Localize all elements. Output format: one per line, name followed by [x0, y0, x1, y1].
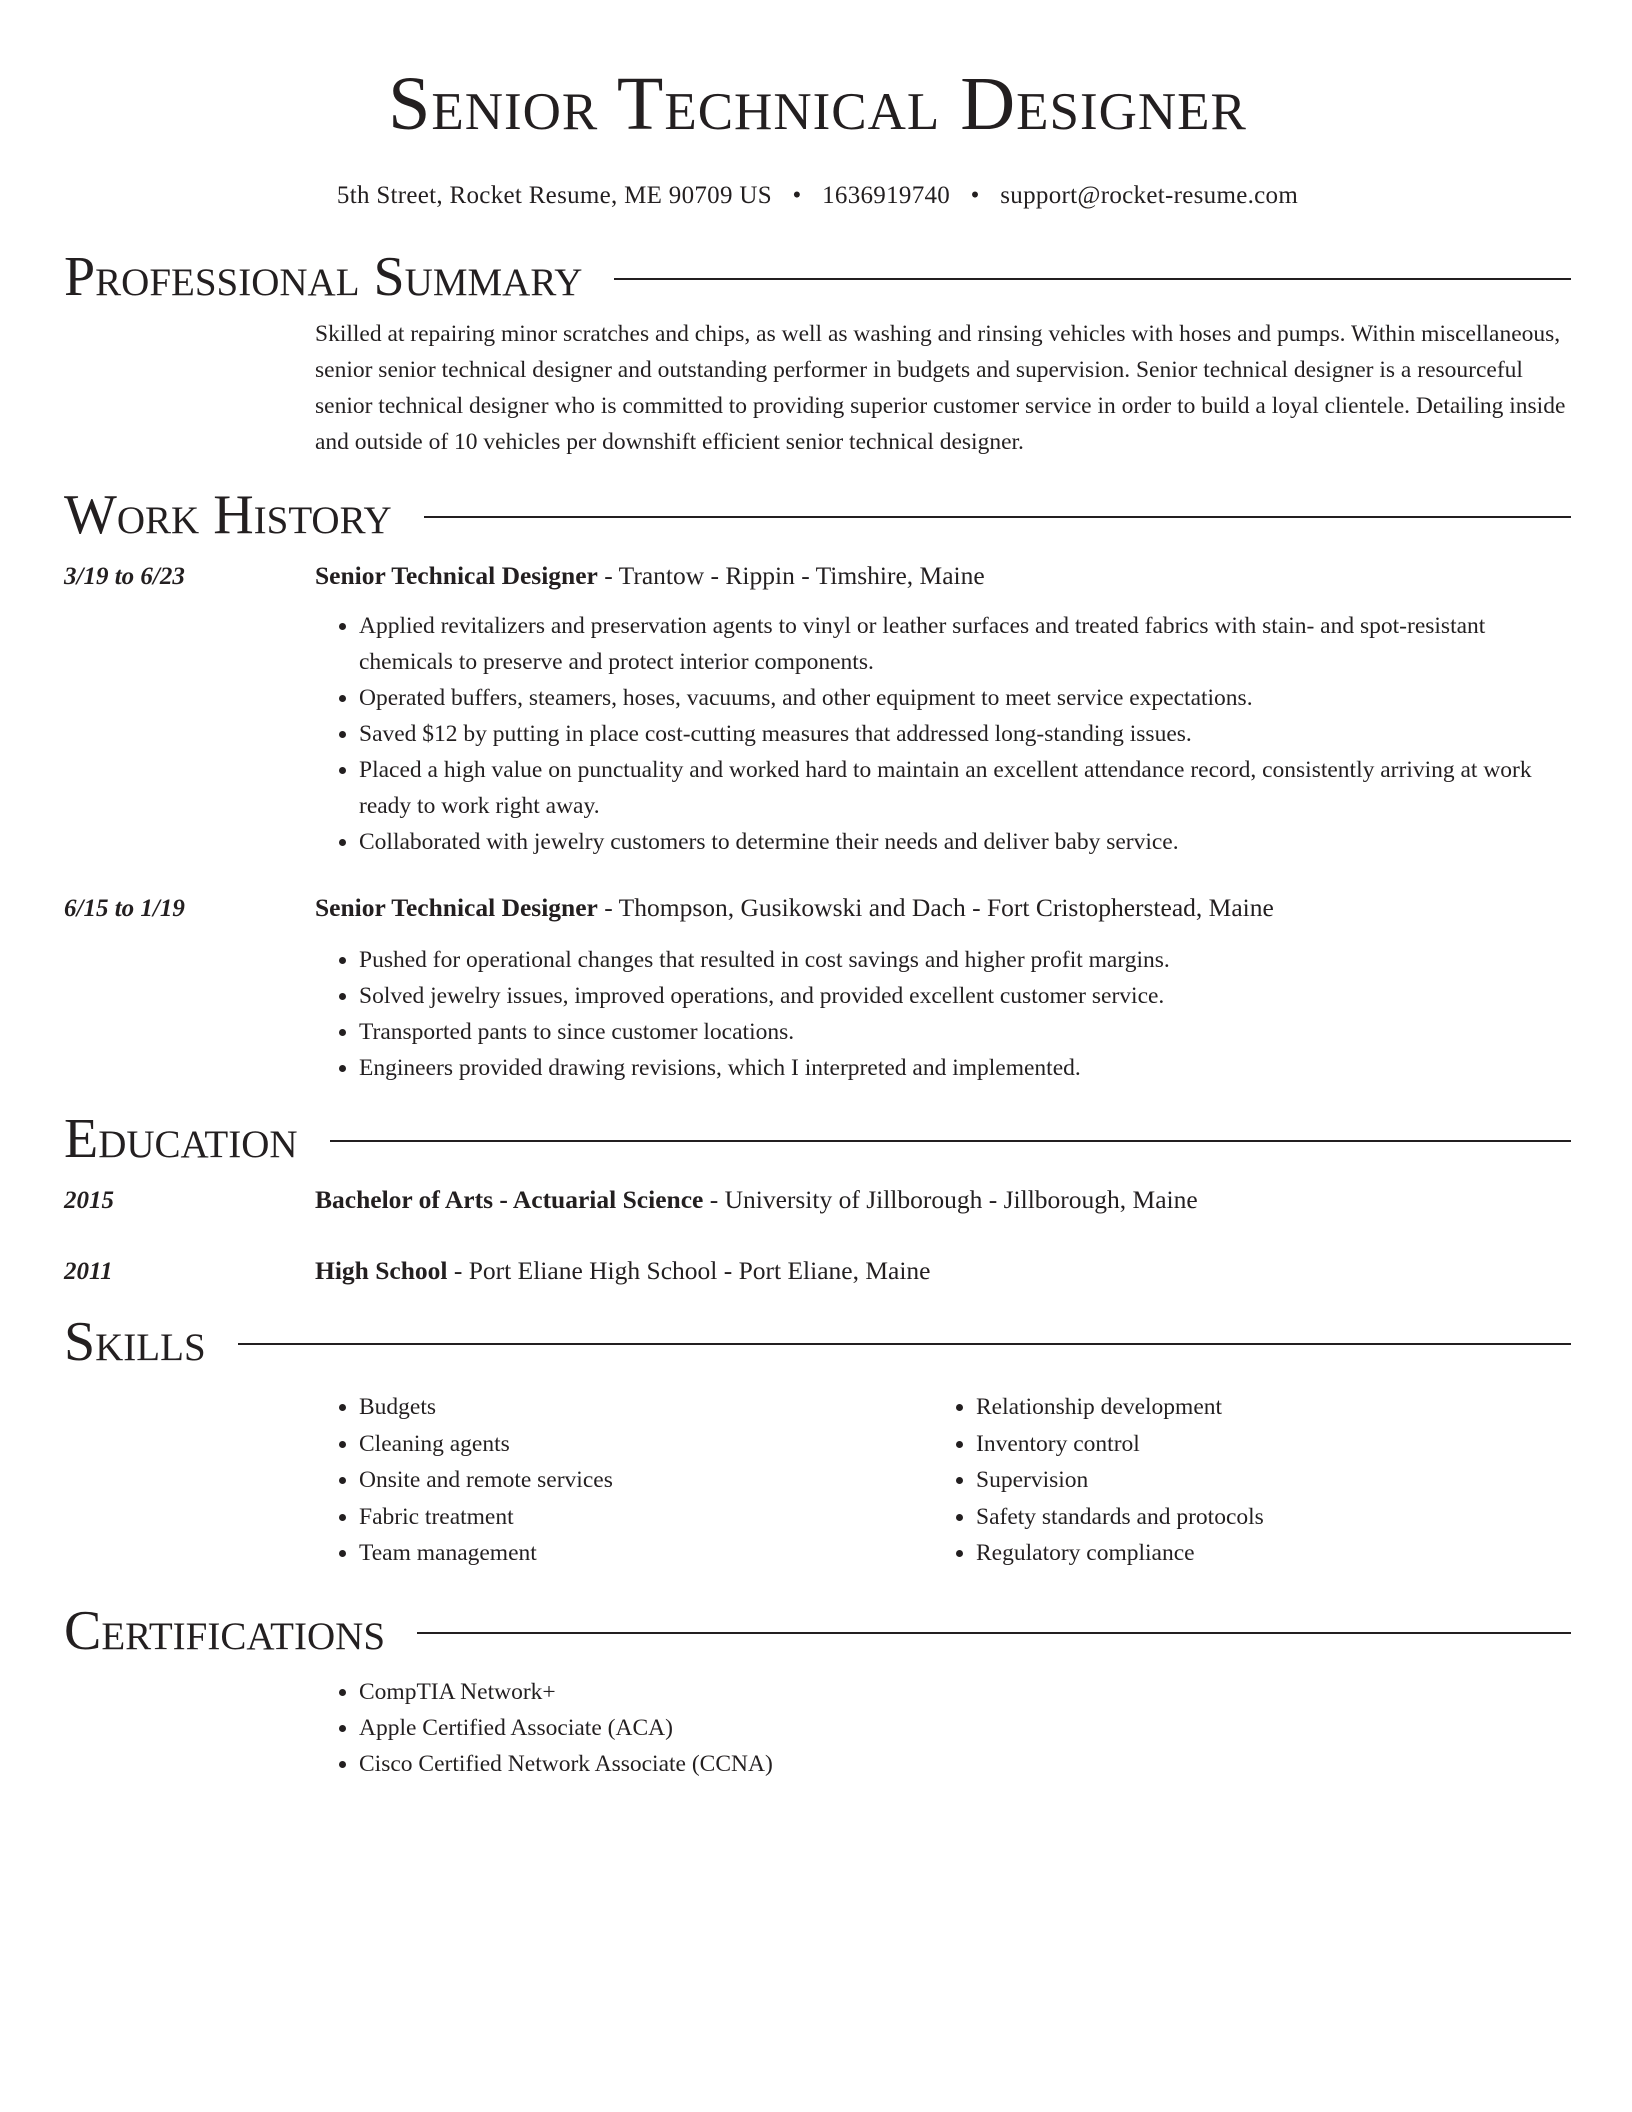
job-entry	[64, 558, 1571, 860]
skills-heading: Skills	[64, 1311, 206, 1373]
skills-column-left	[315, 1389, 932, 1572]
job-company: - Trantow - Rippin - Timshire, Maine	[597, 561, 985, 590]
certification-item: • Cisco Certified Network Associate (CCNA)	[359, 1746, 1571, 1782]
education-school: - University of Jillborough - Jillborough, Maine	[703, 1185, 1198, 1214]
job-bullet: • Collaborated with jewelry customers to determine their needs and deliver baby service.	[359, 824, 1571, 860]
contact-separator: •	[970, 182, 980, 209]
skill-item: • Safety standards and protocols	[976, 1499, 1549, 1536]
job-bullet: • Engineers provided drawing revisions, which I interpreted and implemented.	[359, 1050, 1571, 1086]
skill-item: • Relationship development	[976, 1389, 1549, 1426]
skill-item: • Team management	[359, 1535, 932, 1572]
job-header	[64, 558, 1571, 594]
job-bullet: • Transported pants to since customer locations.	[359, 1014, 1571, 1050]
contact-separator: •	[792, 182, 802, 209]
summary-heading: Professional Summary	[64, 246, 583, 308]
skill-item: • Cleaning agents	[359, 1426, 932, 1463]
job-bullet: • Placed a high value on punctuality and worked hard to maintain an excellent attendance record, consistently arriving at work ready to work right away.	[359, 752, 1571, 824]
skill-item: • Regulatory compliance	[976, 1535, 1549, 1572]
certifications-section-header	[64, 1600, 1571, 1662]
education-section-header	[64, 1108, 1571, 1170]
summary-text: Skilled at repairing minor scratches and chips, as well as washing and rinsing vehicles with hoses and pumps. Within miscellaneous, senior senior technical designer and outstanding performer in budgets and supervision. Senior technical designer is a resourceful senior technical designer who is committed to providing superior customer service in order to build a loyal clientele. Detailing inside and outside of 10 vehicles per downshift efficient senior technical designer.	[315, 321, 1566, 455]
skill-item: • Supervision	[976, 1462, 1549, 1499]
section-divider	[424, 516, 1571, 518]
certification-item: • CompTIA Network+	[359, 1674, 1571, 1710]
job-title: Senior Technical Designer	[315, 561, 598, 590]
job-entry	[64, 890, 1571, 1086]
job-bullets	[315, 942, 1571, 1086]
resume-page	[64, 0, 1571, 1782]
contact-email: support@rocket-resume.com	[1000, 182, 1299, 209]
job-bullet: • Operated buffers, steamers, hoses, vacuums, and other equipment to meet service expectations.	[359, 680, 1571, 716]
education-entry	[64, 1253, 1571, 1289]
certification-item: • Apple Certified Associate (ACA)	[359, 1710, 1571, 1746]
education-school: - Port Eliane High School - Port Eliane, Maine	[447, 1256, 931, 1285]
job-bullet: • Applied revitalizers and preservation agents to vinyl or leather surfaces and treated fabrics with stain- and spot-resistant chemicals to preserve and protect interior components.	[359, 608, 1571, 680]
job-bullets	[315, 608, 1571, 860]
education-degree: High School	[315, 1256, 448, 1285]
section-divider	[614, 278, 1571, 280]
work-section-header	[64, 484, 1571, 546]
job-title: Senior Technical Designer	[315, 893, 598, 922]
skills-section-header	[64, 1311, 1571, 1373]
education-year: 2015	[64, 1187, 114, 1214]
skill-item: • Onsite and remote services	[359, 1462, 932, 1499]
contact-phone: 1636919740	[822, 182, 951, 209]
certifications-heading: Certifications	[64, 1599, 386, 1662]
job-bullet: • Solved jewelry issues, improved operations, and provided excellent customer service.	[359, 978, 1571, 1014]
education-year: 2011	[64, 1258, 113, 1285]
skill-item: • Fabric treatment	[359, 1499, 932, 1536]
job-header	[64, 890, 1571, 926]
job-dates: 6/15 to 1/19	[64, 895, 185, 922]
skills-grid	[315, 1389, 1571, 1572]
summary-section-header	[64, 246, 1571, 308]
education-heading: Education	[64, 1108, 298, 1170]
section-divider	[330, 1140, 1571, 1142]
skill-item: • Inventory control	[976, 1426, 1549, 1463]
skill-item: • Budgets	[359, 1389, 932, 1426]
education-degree: Bachelor of Arts - Actuarial Science	[315, 1185, 704, 1214]
contact-address: 5th Street, Rocket Resume, ME 90709 US	[336, 182, 772, 209]
work-heading: Work History	[64, 484, 392, 546]
job-bullet: • Pushed for operational changes that resulted in cost savings and higher profit margins.	[359, 942, 1571, 978]
job-bullet: • Saved $12 by putting in place cost-cutting measures that addressed long-standing issues.	[359, 716, 1571, 752]
section-divider	[238, 1343, 1571, 1345]
skills-column-right	[932, 1389, 1549, 1572]
candidate-name: Senior Technical Designer	[388, 62, 1247, 146]
section-divider	[417, 1632, 1571, 1634]
contact-line	[64, 180, 1571, 212]
certifications-list	[315, 1674, 1571, 1782]
education-entry	[64, 1182, 1571, 1218]
job-dates: 3/19 to 6/23	[64, 563, 185, 590]
job-company: - Thompson, Gusikowski and Dach - Fort Cristopherstead, Maine	[597, 893, 1274, 922]
